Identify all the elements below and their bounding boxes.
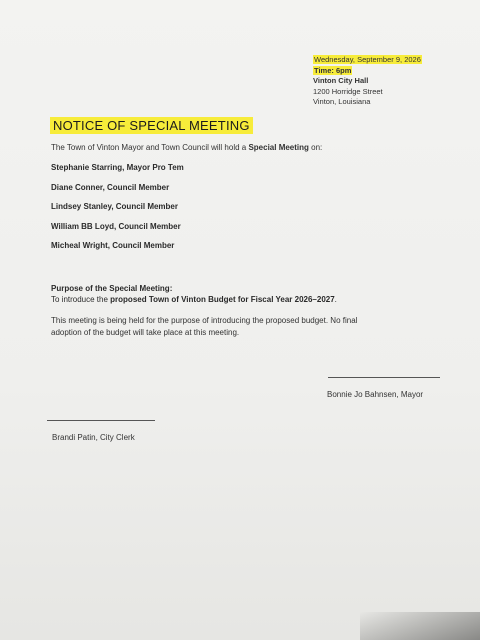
adoption-note: This meeting is being held for the purpose of introducing the proposed budget. No final adoption of the budget will take place at this meeting.: [51, 316, 358, 337]
purpose-label: Purpose of the Special Meeting:: [51, 284, 173, 293]
purpose-emphasis: proposed Town of Vinton Budget for Fiscal Year 2026–2027: [110, 295, 335, 304]
meeting-details: [313, 55, 422, 108]
meeting-venue: Vinton City Hall: [313, 76, 369, 85]
meeting-date-line: [313, 55, 422, 66]
council-member: Stephanie Starring, Mayor Pro Tem: [51, 163, 184, 172]
mayor-signature-name: Bonnie Jo Bahnsen, Mayor: [327, 390, 424, 399]
council-member: William BB Loyd, Council Member: [51, 221, 181, 231]
intro-paragraph: [51, 142, 322, 153]
purpose-text: [51, 294, 337, 305]
clerk-signature-line: [47, 420, 155, 421]
council-member: Lindsey Stanley, Council Member: [51, 202, 178, 211]
purpose-text-after: .: [334, 295, 337, 304]
meeting-street: 1200 Horridge Street: [313, 86, 383, 96]
notice-title: NOTICE OF SPECIAL MEETING: [50, 117, 253, 134]
meeting-city: Vinton, Louisiana: [313, 97, 371, 106]
council-member-list: [51, 162, 184, 260]
clerk-signature-name: Brandi Patin, City Clerk: [52, 433, 135, 442]
intro-text-before: The Town of Vinton Mayor and Town Council will hold a: [51, 143, 249, 152]
council-member: Micheal Wright, Council Member: [51, 241, 175, 250]
background-shadow: [360, 612, 480, 640]
purpose-text-before: To introduce the: [51, 295, 111, 304]
intro-text-after: on:: [308, 143, 323, 152]
purpose-section: [51, 283, 337, 305]
mayor-signature-line: [328, 377, 440, 378]
meeting-time-line: [313, 66, 422, 77]
intro-emphasis: Special Meeting: [248, 143, 309, 152]
council-member: Diane Conner, Council Member: [51, 182, 170, 192]
meeting-date: Wednesday, September 9, 2026: [314, 55, 421, 64]
meeting-time: Time: 6pm: [314, 65, 352, 75]
